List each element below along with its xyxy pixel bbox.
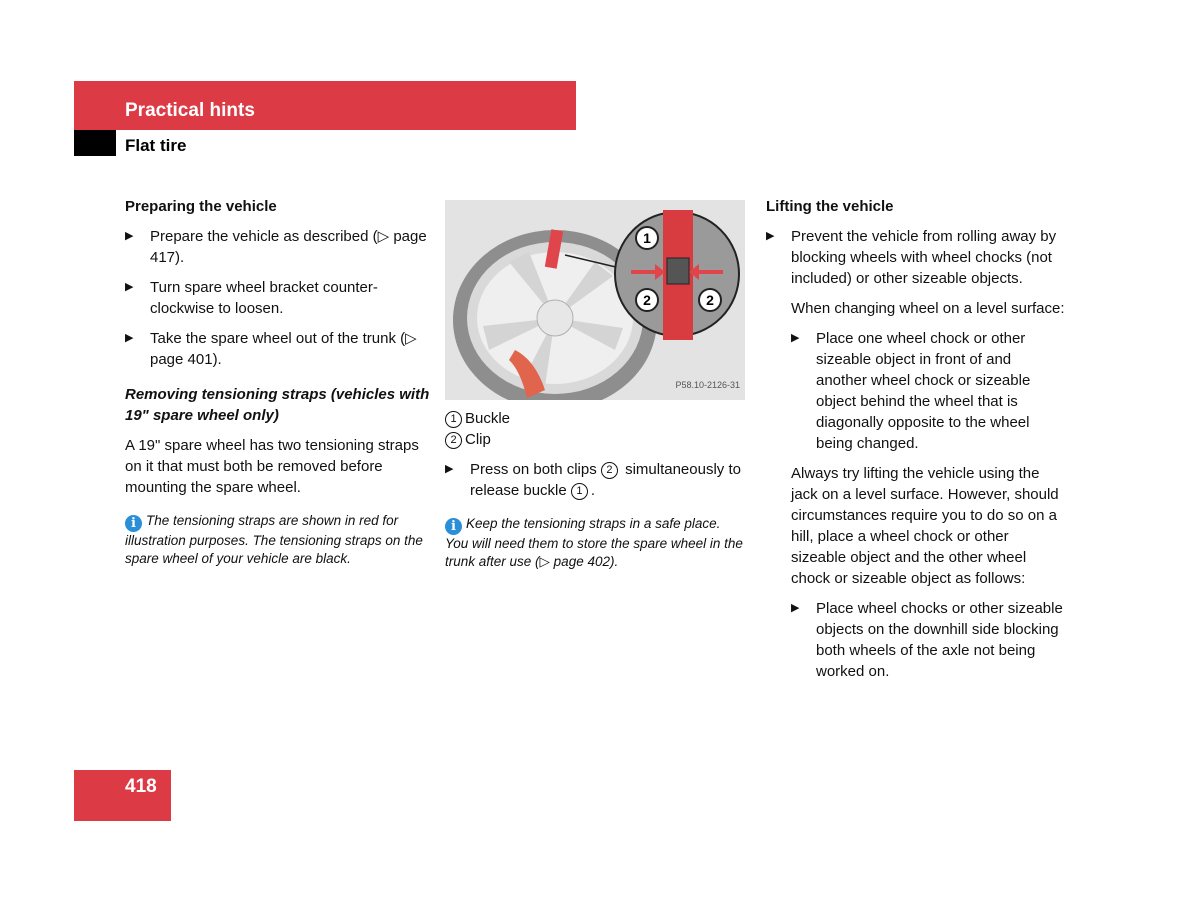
instruction-bullet: ▶ Place one wheel chock or other sizeable object in front of and another wheel chock or sizeable object behind the wheel that is diagonally opposite to the wheel being changed. xyxy=(791,328,1066,454)
subsection-title: Flat tire xyxy=(125,136,187,155)
callout-clip-left: 2 xyxy=(643,292,651,308)
legend-item-clip xyxy=(445,429,745,450)
legend-label: Clip xyxy=(465,431,491,448)
instruction-bullet: ▶ Take the spare wheel out of the trunk (▷ page 401). xyxy=(125,328,430,370)
instruction-bullet: ▶ Prevent the vehicle from rolling away by blocking wheels with wheel chocks (not included) or other sizeable objects. xyxy=(766,226,1066,289)
instruction-bullet xyxy=(445,459,745,501)
buckle-number: 1 xyxy=(571,483,588,500)
hill-paragraph: Always try lifting the vehicle using the jack on a level surface. However, should circumstances require you to do so on a hill, place a wheel chock or other sizeable object and the other wheel chock or sizeable object as follows: xyxy=(791,465,1059,587)
figure-code: P58.10-2126-31 xyxy=(675,380,740,390)
spare-wheel-figure xyxy=(445,200,745,400)
removing-straps-heading: Removing tensioning straps (vehicles with 19" spare wheel only) xyxy=(125,386,430,424)
lifting-heading: Lifting the vehicle xyxy=(766,198,894,215)
page-number: 418 xyxy=(125,776,157,797)
subsection-marker xyxy=(74,130,116,156)
legend-item-buckle xyxy=(445,408,745,429)
callout-buckle: 1 xyxy=(643,230,651,246)
instruction-bullet: ▶ Prepare the vehicle as described (▷ page 417). xyxy=(125,226,430,268)
section-title: Practical hints xyxy=(125,100,255,121)
instruction-bullet: ▶ Place wheel chocks or other sizeable objects on the downhill side blocking both wheels of the axle not being worked on. xyxy=(791,598,1066,682)
legend-number: 2 xyxy=(445,432,462,449)
info-note xyxy=(445,515,745,571)
middle-column xyxy=(445,200,745,571)
bullet-text: Press on both clips xyxy=(470,461,597,478)
info-icon: i xyxy=(445,518,462,535)
spare-wheel-illustration xyxy=(445,200,745,400)
legend-number: 1 xyxy=(445,411,462,428)
instruction-bullet: ▶ Turn spare wheel bracket counter-clockwise to loosen. xyxy=(125,277,430,319)
bullet-text: simultaneously to release buckle xyxy=(470,461,741,499)
straps-paragraph: A 19" spare wheel has two tensioning straps on it that must both be removed before mounting the spare wheel. xyxy=(125,437,419,496)
level-surface-paragraph: When changing wheel on a level surface: xyxy=(791,300,1065,317)
right-column xyxy=(766,196,1066,691)
bullet-text: . xyxy=(590,482,596,499)
callout-clip-right: 2 xyxy=(706,292,714,308)
legend-label: Buckle xyxy=(465,410,511,427)
clip-number: 2 xyxy=(601,462,618,479)
info-note xyxy=(125,512,430,568)
info-note-text: Keep the tensioning straps in a safe place. You will need them to store the spare wheel in the trunk after use (▷ page 402). xyxy=(445,516,743,569)
preparing-heading: Preparing the vehicle xyxy=(125,198,277,215)
info-icon: i xyxy=(125,515,142,532)
left-column xyxy=(125,196,430,568)
info-note-text: The tensioning straps are shown in red for illustration purposes. The tensioning straps on the spare wheel of your vehicle are black. xyxy=(125,513,423,566)
